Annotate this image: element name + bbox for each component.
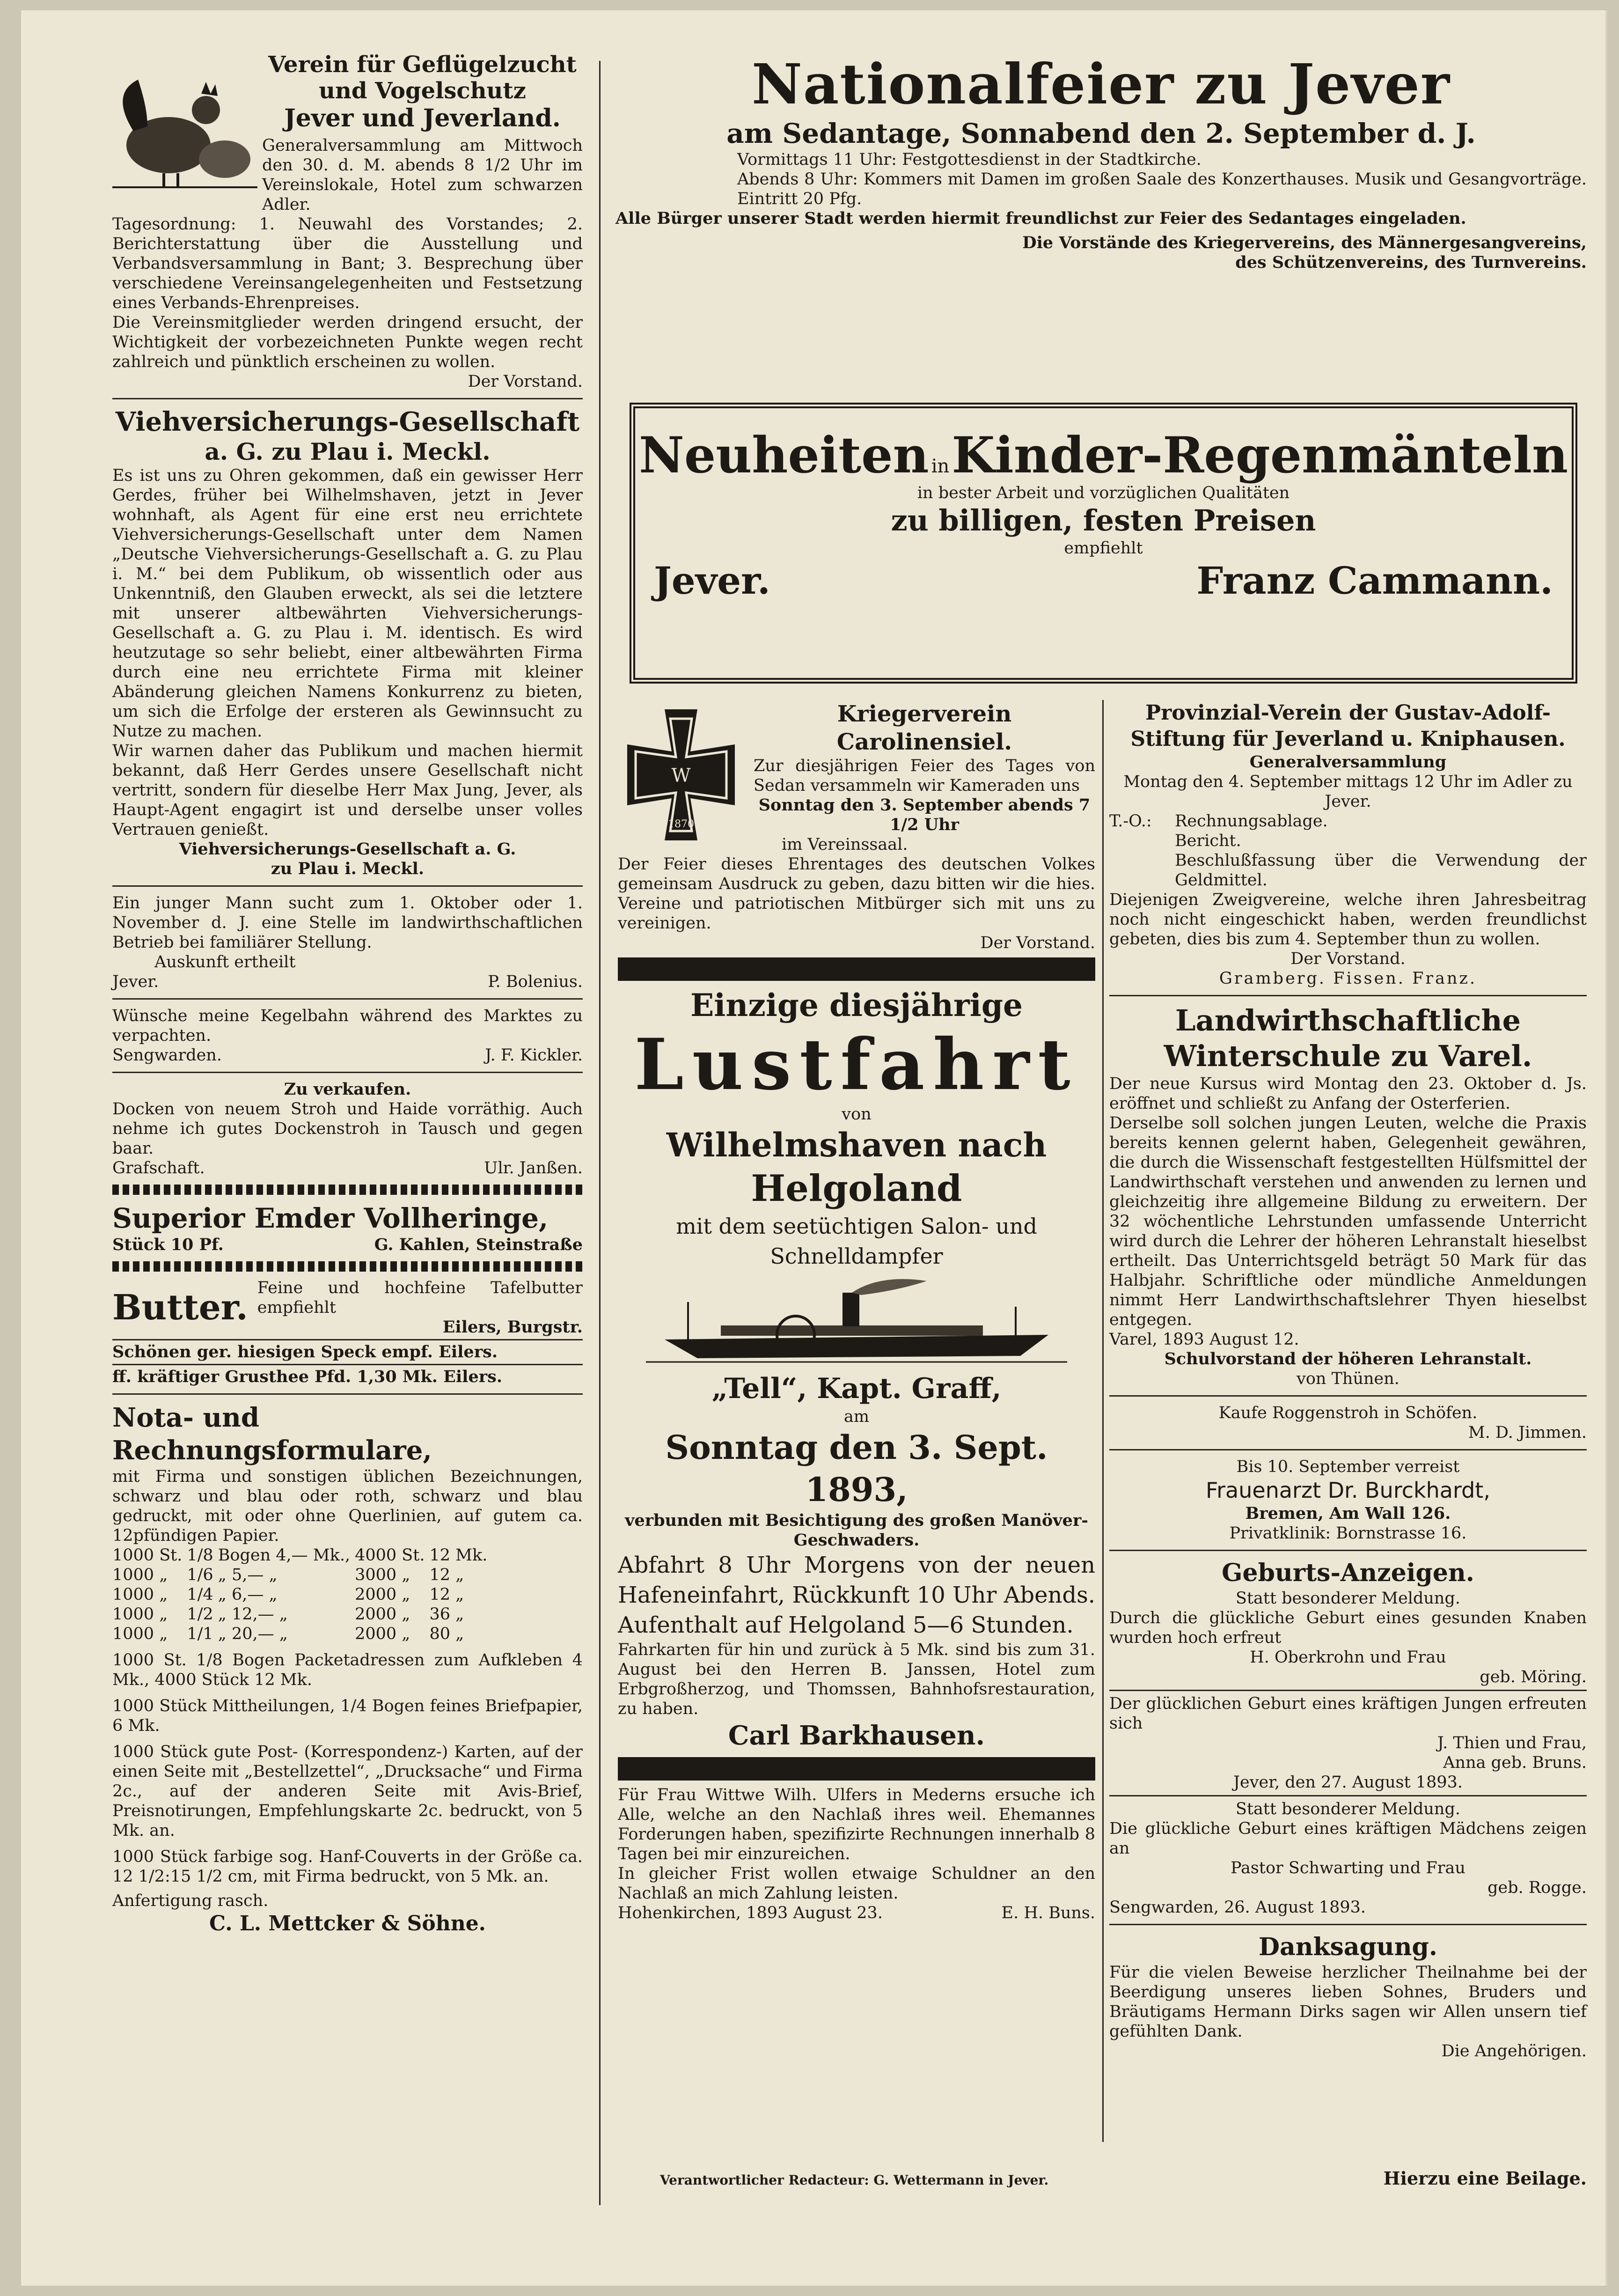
black-bar — [618, 957, 1095, 981]
ornament-rule — [112, 1185, 583, 1195]
cross-year: 1870 — [668, 818, 694, 830]
national-date: am Sedantage, Sonnabend den 2. September d. J. — [726, 118, 1476, 149]
mann-auskunft: Auskunft ertheilt — [154, 953, 296, 971]
butter-text: Feine und hochfeine Tafelbutter empfiehlt — [257, 1279, 583, 1317]
geburt-a-text: Durch die glückliche Geburt eines gesunden Knaben wurden hoch erfreut — [1109, 1609, 1587, 1647]
lustfahrt-tell: „Tell“, Kapt. Graff, — [711, 1372, 1002, 1405]
nota-title: Nota- und Rechnungsformulare, — [112, 1402, 432, 1466]
roggen-name: M. D. Jimmen. — [1468, 1423, 1587, 1442]
speck-line: Schönen ger. hiesigen Speck empf. Eilers. — [112, 1342, 498, 1361]
ulfers-ad — [618, 1785, 1095, 1923]
table-cell: 1000 „ — [112, 1585, 168, 1604]
neuheiten-line-3: empfiehlt — [1064, 539, 1143, 558]
vieh-paragraph-1: Es ist uns zu Ohren gekommen, daß ein gewisser Herr Gerdes, früher bei Wilhelmshaven, jetzt in Jever wohnhaft, als Agent für eine erst neu errichtete Viehversicherungs-Gesellschaft unter dem Namen „Deutsche Viehversicherungs-Gesellschaft a. G. zu Plau i. M.“ bei dem Publikum, ob wissentlich oder aus Unkenntniß, den Glauben erweckt, als sei die letztere mit unserer altbewährten Viehversicherungs-Gesellschaft a. G. zu Plau i. M. identisch. Es wird heutzutage so sehr beliebt, einer altbewährten Firma durch eine neu errichtete Firma mit kleiner Abänderung gleichen Namens Konkurrenz zu bieten, um sich die Erfolge der ersteren als Gewinnsucht zu Nutze zu machen. — [112, 466, 583, 741]
mann-place: Jever. — [112, 972, 159, 991]
winterschule-title-2: Winterschule zu Varel. — [1164, 1039, 1532, 1073]
poultry-illustration-icon — [108, 66, 262, 197]
gustav-adolf-ad — [1109, 700, 1587, 988]
ornament-rule — [112, 1261, 583, 1272]
gustav-title: Provinzial-Verein der Gustav-Adolf-Stiftung für Jeverland u. Kniphausen. — [1130, 701, 1566, 751]
iron-cross-icon — [618, 705, 744, 845]
divider — [1109, 1449, 1587, 1450]
divider — [1109, 1924, 1587, 1925]
krieger-date: Sonntag den 3. September abends 7 1/2 Uhr — [758, 795, 1091, 834]
geburt-a-head: Statt besonderer Meldung. — [1235, 1589, 1461, 1608]
table-cell: 12 „ — [429, 1566, 464, 1584]
geburt-c-text: Die glückliche Geburt eines kräftigen Mädchens zeigen an — [1109, 1819, 1587, 1858]
junger-mann-ad — [112, 893, 583, 992]
verein-sign: Der Vorstand. — [468, 372, 583, 391]
butter-ad — [112, 1278, 583, 1337]
table-cell: 3000 „ — [355, 1566, 410, 1584]
herings-title: Superior Emder Vollheringe, — [112, 1202, 549, 1234]
divider — [112, 1072, 583, 1073]
lustfahrt-abfahrt: Abfahrt 8 Uhr Morgens von der neuen Hafeneinfahrt, Rückkunft 10 Uhr Abends. Aufenthalt auf Helgoland 5—6 Stunden. — [618, 1552, 1095, 1638]
geburt-b-names-1: J. Thien und Frau, — [1437, 1734, 1587, 1752]
mitteilungen-line: 1000 Stück Mittheilungen, 1/4 Bogen feines Briefpapier, 6 Mk. — [112, 1697, 583, 1735]
table-row — [112, 1565, 492, 1585]
lustfahrt-karten: Fahrkarten für hin und zurück à 5 Mk. sind bis zum 31. August bei den Herren B. Janssen, Hotel zum Erbgroßherzog, und Thomssen, Bahnhofsrestauration, zu haben. — [618, 1641, 1095, 1718]
geburt-a-names-2: geb. Möring. — [1480, 1668, 1587, 1686]
winterschule-p2: Derselbe soll solchen jungen Leuten, welche die Praxis bereits kennen gelernt haben, Gelegenheit gewähren, die durch die Wissenschaft festgestellten Hülfsmittel der Landwirthschaft verstehen und anwenden zu lernen und gleichzeitig ihre allgemeine Bildung zu erweitern. Der 32 wöchentliche Lehrstunden umfassende Unterricht wird durch die Lehrer der höheren Lehranstalt hieselbst ertheilt. Das Unterrichtsgeld beträgt 50 Mark für das Halbjahr. Schriftliche oder mündliche Anmeldungen nimmt Herr Landwirthschaftslehrer Thyen hieselbst entgegen. — [1109, 1114, 1587, 1329]
divider — [1109, 1690, 1587, 1691]
divider — [112, 398, 583, 399]
kegel-name: J. F. Kickler. — [485, 1046, 583, 1065]
geburts-anzeigen — [1109, 1558, 1587, 1917]
table-cell: „ 12,— „ — [218, 1605, 288, 1624]
kegel-place: Sengwarden. — [112, 1046, 222, 1065]
mann-text: Ein junger Mann sucht zum 1. Oktober oder 1. November d. J. eine Stelle im landwirthschaftlichen Betrieb bei familiärer Stellung. — [112, 894, 583, 952]
verein-body: Generalversammlung am Mittwoch den 30. d. M. abends 8 1/2 Uhr im Vereinslokale, Hotel zum schwarzen Adler. — [262, 136, 583, 214]
winterschule-ad — [1109, 1003, 1587, 1389]
geburt-title: Geburts-Anzeigen. — [1222, 1559, 1474, 1587]
divider — [112, 885, 583, 887]
table-cell: 36 „ — [429, 1605, 464, 1624]
lustfahrt-verbunden: verbunden mit Besichtigung des großen Manöver-Geschwaders. — [625, 1511, 1088, 1550]
ulfers-place: Hohenkirchen, 1893 August 23. — [618, 1904, 883, 1922]
redakteur-line: Verantwortlicher Redacteur: G. Wettermann in Jever. — [660, 2172, 1049, 2188]
verein-title-2: und Vogelschutz — [319, 78, 526, 104]
divider — [112, 1364, 583, 1365]
lustfahrt-ship: mit dem seetüchtigen Salon- und Schnelldampfer — [676, 1214, 1037, 1269]
table-cell: Bogen 4,— Mk., — [218, 1546, 351, 1565]
lustfahrt-route-2: Helgoland — [751, 1167, 962, 1210]
lustfahrt-title: Lustfahrt — [634, 1023, 1079, 1106]
winterschule-p1: Der neue Kursus wird Montag den 23. Oktober d. Js. eröffnet und schließt zu Anfang der Osterferien. — [1109, 1074, 1587, 1113]
divider — [1109, 1550, 1587, 1551]
geburt-b-names-2: Anna geb. Bruns. — [1443, 1753, 1587, 1772]
table-cell: 1000 „ — [112, 1605, 168, 1624]
table-cell: 12 „ — [429, 1585, 464, 1604]
table-row — [112, 1624, 492, 1644]
krieger-sign: Der Vorstand. — [980, 934, 1095, 952]
winterschule-title-1: Landwirthschaftliche — [1175, 1003, 1521, 1038]
lustfahrt-von: von — [842, 1105, 872, 1124]
mann-name: P. Bolenius. — [488, 972, 583, 991]
table-cell: 1/6 — [187, 1566, 213, 1584]
ulfers-text-1: Für Frau Wittwe Wilh. Ulfers in Mederns ersuche ich Alle, welche an den Nachlaß ihres weil. Ehemannes Forderungen haben, spezifizirte Rechnungen innerhalb 8 Tagen bei mir einzureichen. — [618, 1786, 1095, 1863]
heringe-ad — [112, 1201, 583, 1255]
geburt-c-head: Statt besonderer Meldung. — [1235, 1800, 1461, 1818]
table-cell: „ 6,— „ — [218, 1585, 278, 1604]
krieger-place: im Vereinssaal. — [782, 835, 908, 854]
vieh-paragraph-2: Wir warnen daher das Publikum und machen hiermit bekannt, daß Herr Gerdes unsere Gesellschaft nicht vertritt, sondern für dieselbe Herr Max Jung, Jever, als Haupt-Agent engagirt ist und derselbe unser volles Vertrauen genießt. — [112, 742, 583, 839]
gustav-text: Diejenigen Zweigvereine, welche ihren Jahresbeitrag noch nicht eingeschickt haben, werden freundlichst gebeten, dies bis zum 4. September thun zu wollen. — [1109, 890, 1587, 949]
lustfahrt-einzige: Einzige diesjährige — [690, 987, 1023, 1023]
column-right — [1109, 700, 1587, 2061]
divider — [112, 998, 583, 1000]
table-row — [112, 1604, 492, 1624]
lustfahrt-date: Sonntag den 3. Sept. 1893, — [665, 1428, 1048, 1509]
verk-text: Docken von neuem Stroh und Haide vorräthig. Auch nehme ich gutes Dockenstroh in Tausch und gegen baar. — [112, 1100, 583, 1158]
steamship-icon — [618, 1274, 1095, 1368]
vieh-sign-1: Viehversicherungs-Gesellschaft a. G. — [179, 839, 516, 859]
divider — [1109, 1795, 1587, 1796]
table-cell: 2000 „ — [355, 1625, 410, 1643]
column-divider — [599, 61, 601, 2205]
lustfahrt-ad — [618, 986, 1095, 1752]
column-right-top — [615, 52, 1587, 272]
gustav-to-label: T.-O.: — [1109, 812, 1152, 831]
winterschule-place: Varel, 1893 August 12. — [1109, 1330, 1299, 1349]
table-cell: 1/2 — [187, 1605, 213, 1624]
kriegerverein-ad — [618, 700, 1095, 953]
grus-line: ff. kräftiger Grusthee Pfd. 1,30 Mk. Eilers. — [112, 1367, 503, 1386]
divider — [1109, 1395, 1587, 1397]
postkarten-line: 1000 Stück gute Post- (Korrespondenz-) Karten, auf der einen Seite mit „Bestellzettel“, „Drucksache“ und Firma 2c., auf der anderen Seite mit Avis-Brief, Preisnotirungen, Empfehlungskarte 2c. bedruckt, von 5 Mk. an. — [112, 1743, 583, 1840]
nota-ad — [112, 1401, 583, 1937]
danksagung — [1109, 1932, 1587, 2061]
neuheiten-title — [635, 427, 1572, 483]
burckhardt-line-2: Frauenarzt Dr. Burckhardt, — [1206, 1478, 1490, 1503]
vieh-subtitle: a. G. zu Plau i. Meckl. — [205, 438, 491, 465]
national-sign-1: Die Vorstände des Kriegervereins, des Männergesangvereins, — [1022, 233, 1587, 252]
gustav-names: Gramberg. Fissen. Franz. — [1219, 969, 1477, 988]
roggen-text: Kaufe Roggenstroh in Schöfen. — [1218, 1404, 1478, 1422]
table-cell: 1/8 — [187, 1546, 213, 1565]
winterschule-sign-2: von Thünen. — [1297, 1369, 1399, 1388]
divider — [112, 1393, 583, 1395]
lustfahrt-am: am — [843, 1407, 870, 1426]
geburt-a-names-1: H. Oberkrohn und Frau — [1250, 1648, 1446, 1667]
neuheiten-line-2: zu billigen, festen Preisen — [891, 503, 1316, 537]
gustav-to-item: Beschlußfassung über die Verwendung der Geldmittel. — [1175, 851, 1587, 890]
table-cell: 1/4 — [187, 1585, 213, 1604]
table-cell: „ 5,— „ — [218, 1566, 278, 1584]
table-cell: 1000 „ — [112, 1566, 168, 1584]
footer — [618, 2168, 1587, 2189]
verein-appeal: Die Vereinsmitglieder werden dringend ersucht, der Wichtigkeit der vorbezeichneten Punkte wegen recht zahlreich und pünktlich erscheinen zu wollen. — [112, 313, 583, 371]
viehversicherung-ad — [112, 406, 583, 879]
neuheiten-name: Franz Cammann. — [1196, 559, 1553, 603]
national-title: Nationalfeier zu Jever — [751, 52, 1451, 117]
beilage-line: Hierzu eine Beilage. — [1383, 2168, 1587, 2189]
gustav-to-item: Bericht. — [1175, 832, 1241, 850]
page-edge — [1605, 10, 1607, 2286]
table-cell: 2000 „ — [355, 1605, 410, 1624]
anfertigung: Anfertigung rasch. — [112, 1891, 269, 1910]
butter-seller: Eilers, Burgstr. — [442, 1317, 583, 1337]
krieger-text-2: Der Feier dieses Ehrentages des deutschen Volkes gemeinsam Ausdruck zu geben, dazu bitten wir die hies. Vereine und patriotischen Mitbürger sich mit uns zu vereinigen. — [618, 855, 1095, 933]
geburt-b-text: Der glücklichen Geburt eines kräftigen Jungen erfreuten sich — [1109, 1694, 1587, 1733]
table-cell: 1/1 — [187, 1625, 213, 1643]
table-cell: 12 Mk. — [429, 1546, 488, 1565]
geburt-c-names-2: geb. Rogge. — [1487, 1878, 1587, 1897]
burckhardt-line-3: Bremen, Am Wall 126. — [1245, 1504, 1451, 1523]
table-cell: 80 „ — [429, 1625, 464, 1643]
packet-line: 1000 St. 1/8 Bogen Packetadressen zum Aufkleben 4 Mk., 4000 Stück 12 Mk. — [112, 1651, 583, 1689]
krieger-title: Kriegerverein Carolinensiel. — [836, 701, 1012, 755]
table-cell: 1000 „ — [112, 1625, 168, 1643]
verkaufen-ad — [112, 1080, 583, 1178]
gustav-to-item: Rechnungsablage. — [1175, 812, 1328, 831]
table-row — [112, 1545, 492, 1565]
table-row — [112, 1585, 492, 1604]
neuheiten-place: Jever. — [654, 559, 770, 603]
national-line-2: Abends 8 Uhr: Kommers mit Damen im großen Saale des Konzerthauses. Musik und Gesangvorträge. Eintritt 20 Pfg. — [737, 170, 1587, 208]
ulfers-text-2: In gleicher Frist wollen etwaige Schuldner an den Nachlaß an mich Zahlung leisten. — [618, 1864, 1095, 1903]
krieger-text-1: Zur diesjährigen Feier des Tages von Sedan versammeln wir Kameraden uns — [754, 757, 1095, 795]
kegel-text: Wünsche meine Kegelbahn während des Marktes zu verpachten. — [112, 1007, 583, 1045]
couverts-line: 1000 Stück farbige sog. Hanf-Couverts in der Größe ca. 12 1/2:15 1/2 cm, mit Firma bedruckt, von 5 Mk. an. — [112, 1847, 583, 1886]
column-divider — [1102, 700, 1104, 2142]
verein-tagesordnung: Tagesordnung: 1. Neuwahl des Vorstandes; 2. Berichterstattung über die Ausstellung und Verbandsversammlung in Bant; 3. Besprechung über verschiedene Vereinsangelegenheiten und Festsetzung eines Verbands-Ehrenpreises. — [112, 215, 583, 312]
nota-text: mit Firma und sonstigen üblichen Bezeichnungen, schwarz und blau oder roth, schwarz und blau gedruckt, mit oder ohne Querlinien, auf gutem ca. 12pfündigen Papier. — [112, 1467, 583, 1545]
dank-sign: Die Angehörigen. — [1441, 2042, 1587, 2061]
national-sign-2: des Schützenvereins, des Turnvereins. — [1235, 253, 1587, 272]
burckhardt-ad — [1109, 1457, 1587, 1543]
roggenstroh-ad — [1109, 1403, 1587, 1442]
neuheiten-line-1: in bester Arbeit und vorzüglichen Qualitäten — [917, 484, 1290, 502]
cross-letter: W — [671, 765, 691, 787]
table-cell: „ 20,— „ — [218, 1625, 288, 1643]
geburt-b-place: Jever, den 27. August 1893. — [1233, 1773, 1463, 1792]
dank-text: Für die vielen Beweise herzlicher Theilnahme bei der Beerdigung unseres lieben Sohnes, Bruders und Bräutigams Hermann Dirks sagen wir Allen unsern tief gefühlten Dank. — [1109, 1963, 1587, 2041]
vieh-sign-2: zu Plau i. Meckl. — [271, 859, 425, 878]
geburt-c-place: Sengwarden, 26. August 1893. — [1109, 1898, 1366, 1917]
geburt-c-names-1: Pastor Schwarting und Frau — [1231, 1859, 1465, 1877]
column-left — [112, 52, 583, 1937]
nationalfeier-ad — [615, 52, 1587, 272]
ulfers-name: E. H. Buns. — [1001, 1904, 1095, 1922]
divider — [112, 1339, 583, 1340]
burckhardt-line-4: Privatklinik: Bornstrasse 16. — [1229, 1524, 1467, 1543]
table-cell: 2000 „ — [355, 1585, 410, 1604]
lustfahrt-sign: Carl Barkhausen. — [728, 1720, 985, 1751]
verein-title-1: Verein für Geflügelzucht — [268, 52, 577, 78]
lustfahrt-route-1: Wilhelmshaven nach — [666, 1126, 1047, 1164]
table-cell: 4000 St. — [355, 1546, 425, 1565]
verk-name: Ulr. Janßen. — [484, 1159, 583, 1177]
neuheiten-ad — [630, 403, 1577, 684]
verk-place: Grafschaft. — [112, 1159, 205, 1177]
burckhardt-line-1: Bis 10. September verreist — [1236, 1457, 1460, 1476]
gustav-date: Montag den 4. September mittags 12 Uhr im Adler zu Jever. — [1123, 773, 1573, 811]
butter-word: Butter. — [112, 1288, 248, 1328]
neuheiten-title-b: Kinder-Regenmänteln — [952, 426, 1568, 484]
herings-price: Stück 10 Pf. — [112, 1235, 224, 1254]
column-middle — [618, 700, 1095, 1923]
vieh-title: Viehversicherungs-Gesellschaft — [115, 406, 580, 437]
kegelbahn-ad — [112, 1006, 583, 1065]
table-cell: 1000 St. — [112, 1546, 183, 1565]
winterschule-sign-1: Schulvorstand der höheren Lehranstalt. — [1164, 1349, 1532, 1369]
mettcker-sign: C. L. Mettcker & Söhne. — [209, 1912, 486, 1935]
price-table — [112, 1545, 492, 1644]
verein-ad — [112, 52, 583, 391]
national-line-3: Alle Bürger unserer Stadt werden hiermit freundlichst zur Feier des Sedantages eingeladen. — [615, 209, 1466, 228]
verk-title: Zu verkaufen. — [284, 1080, 411, 1099]
neuheiten-title-in: in — [931, 456, 950, 477]
gustav-vorstand: Der Vorstand. — [1290, 949, 1406, 968]
neuheiten-title-a: Neuheiten — [638, 426, 929, 484]
gustav-gv: Generalversammlung — [1249, 752, 1447, 772]
black-bar — [618, 1757, 1095, 1781]
verein-title-3: Jever und Jeverland. — [284, 104, 561, 132]
dank-title: Danksagung. — [1258, 1933, 1438, 1961]
divider — [1109, 995, 1587, 996]
national-line-1: Vormittags 11 Uhr: Festgottesdienst in der Stadtkirche. — [737, 150, 1201, 169]
herings-seller: G. Kahlen, Steinstraße — [374, 1235, 583, 1254]
